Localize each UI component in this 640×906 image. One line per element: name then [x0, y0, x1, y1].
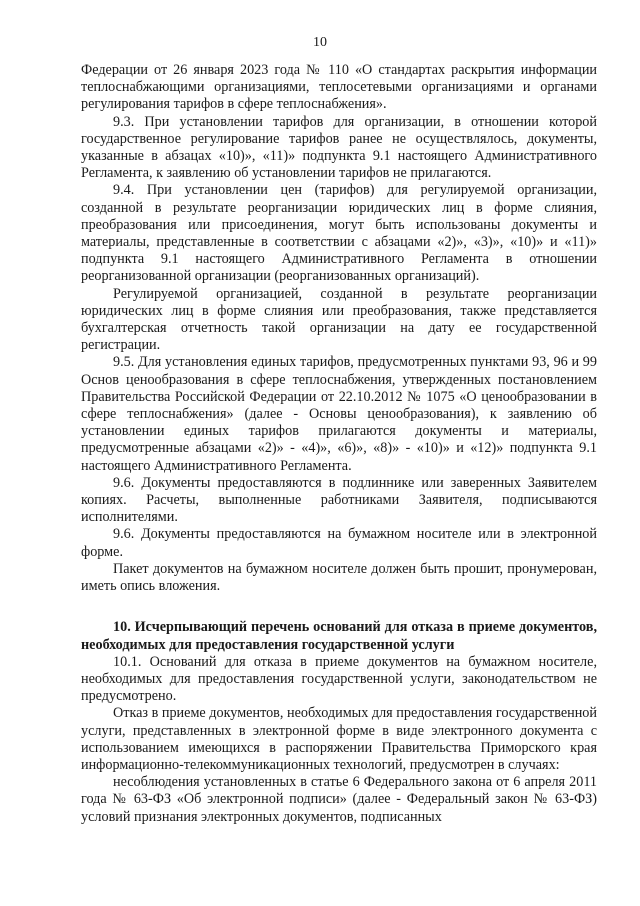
page-number: 10 — [313, 35, 327, 50]
paragraph-9-3: 9.3. При установлении тарифов для организации, в отношении которой государственное регулирование тарифов ранее не осуществлялось, документы, указанные в абзацах «10)», «11)» подпункта 9.1 настоящего Административного Регламента, к заявлению об установлении тарифов не прилагаются. — [81, 113, 597, 182]
paragraph-continuation: Федерации от 26 января 2023 года № 110 «О стандартах раскрытия информации теплоснабжающими организациями, теплосетевыми организациями и органами регулирования тарифов в сфере теплоснабжения». — [81, 62, 597, 113]
document-body — [81, 62, 597, 826]
paragraph-10-1: 10.1. Оснований для отказа в приеме документов на бумажном носителе, необходимых для предоставления государственной услуги, законодательством не предусмотрено. — [81, 653, 597, 705]
paragraph-9-5: 9.5. Для установления единых тарифов, предусмотренных пунктами 93, 96 и 99 Основ ценообразования в сфере теплоснабжения, утвержденных постановлением Правительства Российской Федерации от 22.10.2012 № 1075 «О ценообразовании в сфере теплоснабжения» (далее - Основы ценообразования), к заявлению об установлении единых тарифов прилагаются документы и материалы, предусмотренные абзацами «2)» - «4)», «6)», «8)» - «10)» и «12)» подпункта 9.1 настоящего Административного Регламента. — [81, 354, 597, 474]
paragraph-9-6-media: 9.6. Документы предоставляются на бумажном носителе или в электронной форме. — [81, 526, 597, 560]
paragraph-refusal: Отказ в приеме документов, необходимых для предоставления государственной услуги, представленных в электронной форме в виде электронного документа с использованием имеющихся в распоряжении Правительства Приморского края информационно-телекоммуникационных технологий, предусмотрен в случаях: — [81, 705, 597, 773]
paragraph-package: Пакет документов на бумажном носителе должен быть прошит, пронумерован, иметь опись вложения. — [81, 560, 597, 595]
paragraph-reorganization: Регулируемой организацией, созданной в результате реорганизации юридических лиц в форме слияния или преобразования, также представляется бухгалтерская отчетность такой организации на дату ее государственной регистрации. — [81, 285, 597, 354]
section-10-heading: 10. Исчерпывающий перечень оснований для отказа в приеме документов, необходимых для предоставления государственной услуги — [81, 619, 597, 653]
paragraph-9-4: 9.4. При установлении цен (тарифов) для регулируемой организации, созданной в результате реорганизации юридических лиц в форме слияния, преобразования или присоединения, могут быть использованы документы и материалы, представленные в соответствии с абзацами «2)», «3)», «10)» и «11)» подпункта 9.1 настоящего Административного Регламента в отношении реорганизованной организации (реорганизованных организаций). — [81, 182, 597, 285]
paragraph-9-6-originals: 9.6. Документы предоставляются в подлиннике или заверенных Заявителем копиях. Расчеты, выполненные работниками Заявителя, подписываются исполнителями. — [81, 474, 597, 526]
paragraph-noncompliance: несоблюдения установленных в статье 6 Федерального закона от 6 апреля 2011 года № 63-ФЗ «Об электронной подписи» (далее - Федеральный закон № 63-ФЗ) условий признания электронных документов, подписанных — [81, 774, 597, 825]
